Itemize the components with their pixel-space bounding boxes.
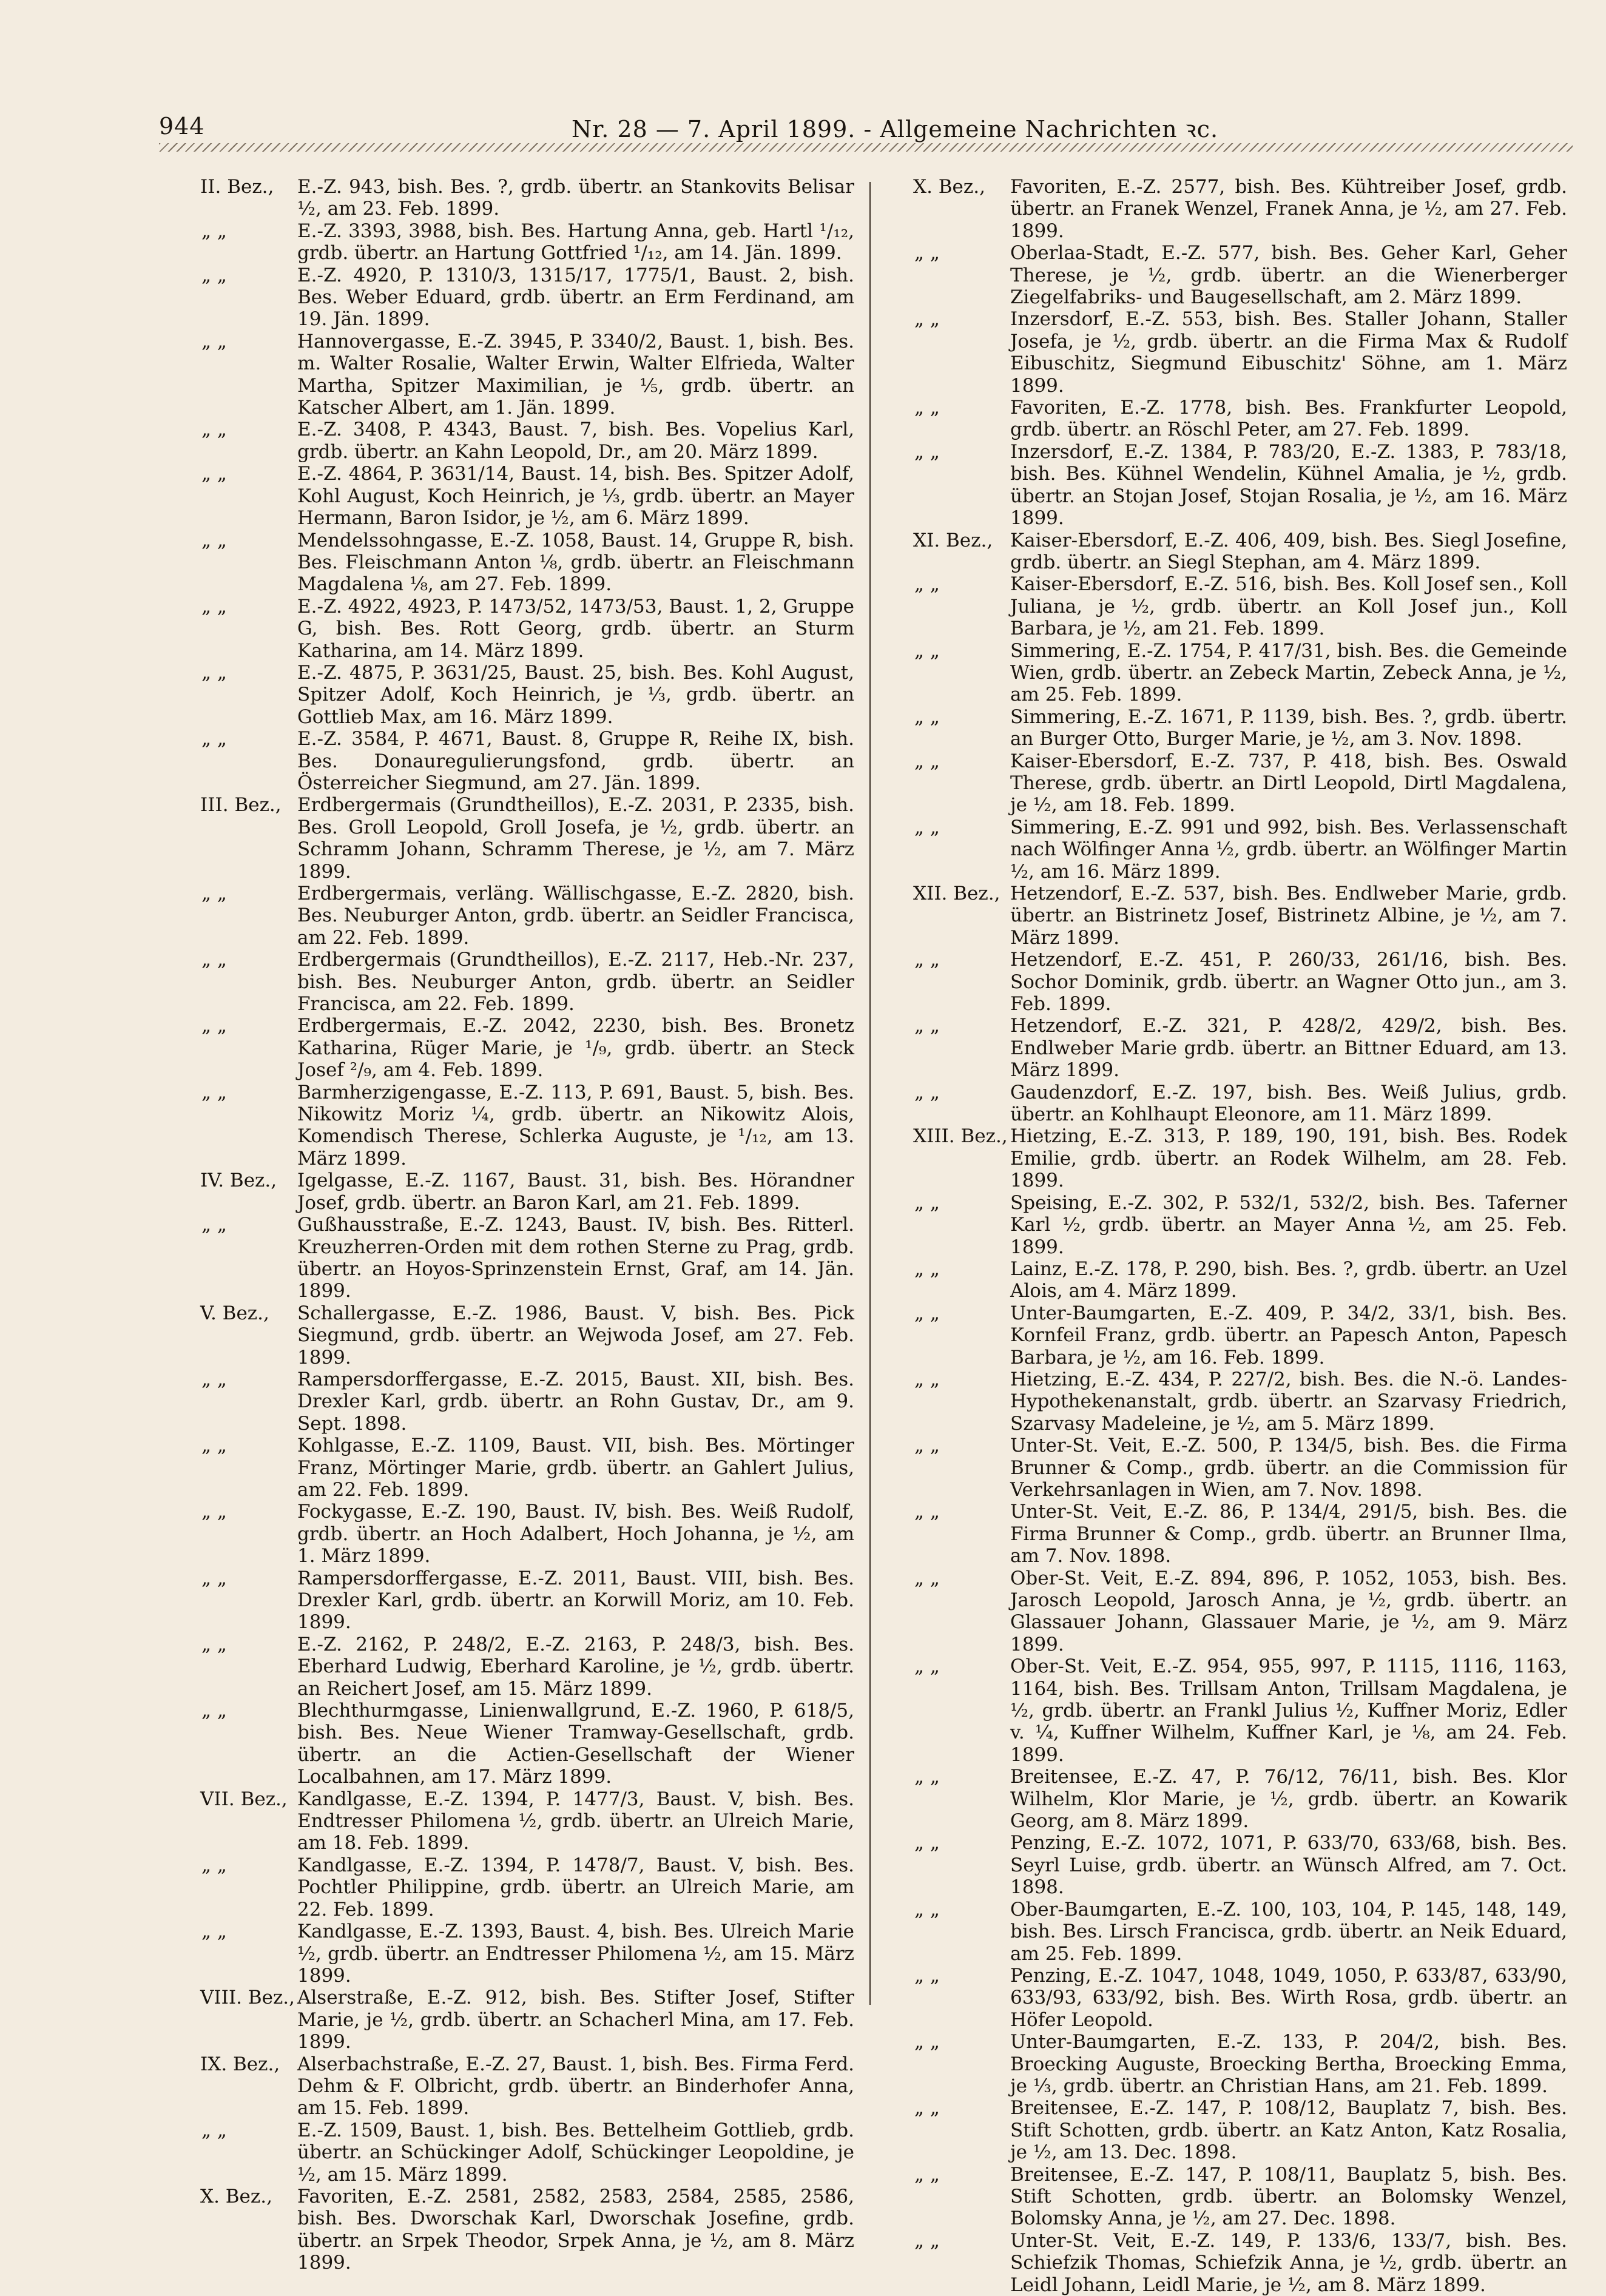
register-entry bbox=[200, 1369, 854, 1435]
district-label: „ „ bbox=[914, 705, 940, 728]
entry-text: Gußhausstraße, E.-Z. 1243, Baust. IV, bish. Bes. Ritterl. Kreuzherren-Orden mit dem rothen Sterne zu Prag, grdb. übertr. an Hoyos-Sprinzenstein Ernst, Graf, am 14. Jän. 1899. bbox=[297, 1214, 854, 1302]
entry-text: Ober-St. Veit, E.-Z. 954, 955, 997, P. 1115, 1116, 1163, 1164, bish. Bes. Trillsam Anton, Trillsam Magdalena, je ½, grdb. übertr. an Frankl Julius ½, Kuffner Moriz, Edler v. ¼, Kuffner Wilhelm, Kuffner Karl, je ⅛, am 24. Feb. 1899. bbox=[1010, 1655, 1567, 1766]
district-label: VIII. Bez., bbox=[200, 1987, 295, 2009]
register-entry bbox=[200, 1987, 854, 2053]
district-label: „ „ bbox=[914, 1898, 940, 1921]
district-label: „ „ bbox=[914, 750, 940, 772]
district-label: X. Bez., bbox=[913, 176, 985, 198]
right-column bbox=[913, 176, 1567, 2296]
entry-text: E.-Z. 3393, 3988, bish. Bes. Hartung Anna, geb. Hartl ¹/₁₂, grdb. übertr. an Hartung Gottfried ¹/₁₂, am 14. Jän. 1899. bbox=[297, 220, 854, 264]
district-label: II. Bez., bbox=[200, 176, 274, 198]
register-entry bbox=[913, 816, 1567, 883]
district-label: „ „ bbox=[201, 661, 227, 684]
register-entry bbox=[913, 1258, 1567, 1302]
district-label: „ „ bbox=[914, 1435, 940, 1457]
district-label: „ „ bbox=[201, 1368, 227, 1390]
register-entry bbox=[913, 176, 1567, 242]
district-label: „ „ bbox=[914, 1766, 940, 1788]
entry-text: Speising, E.-Z. 302, P. 532/1, 532/2, bish. Bes. Taferner Karl ½, grdb. übertr. an Mayer Anna ½, am 25. Feb. 1899. bbox=[1010, 1191, 1567, 1258]
column-divider bbox=[869, 182, 871, 2005]
district-label: „ „ bbox=[914, 949, 940, 971]
entry-text: E.-Z. 3584, P. 4671, Baust. 8, Gruppe R, Reihe IX, bish. Bes. Donauregulierungsfond, grdb. übertr. an Österreicher Siegmund, am 27. Jän. 1899. bbox=[297, 728, 854, 794]
entry-text: Unter-St. Veit, E.-Z. 149, P. 133/6, 133/7, bish. Bes. Schiefzik Thomas, Schiefzik Anna, je ½, grdb. übertr. an Leidl Johann, Leidl Marie, je ½, am 8. März 1899. bbox=[1010, 2229, 1567, 2296]
entry-text: Erdbergermais (Grundtheillos), E.-Z. 2117, Heb.-Nr. 237, bish. Bes. Neuburger Anton, grdb. übertr. an Seidler Francisca, am 22. Feb. 1899. bbox=[297, 949, 854, 1015]
district-label: „ „ bbox=[914, 1302, 940, 1324]
register-entry bbox=[200, 2053, 854, 2119]
entry-text: Breitensee, E.-Z. 147, P. 108/12, Bauplatz 7, bish. Bes. Stift Schotten, grdb. übertr. an Katz Anton, Katz Rosalia, je ½, am 13. Dec. 1898. bbox=[1010, 2097, 1567, 2164]
register-entry bbox=[200, 1170, 854, 1214]
district-label: „ „ bbox=[201, 949, 227, 971]
district-label: III. Bez., bbox=[200, 794, 282, 816]
register-entry bbox=[913, 2164, 1567, 2230]
entry-text: Erdbergermais, E.-Z. 2042, 2230, bish. Bes. Bronetz Katharina, Rüger Marie, je ¹/₉, grdb. übertr. an Steck Josef ²/₉, am 4. Feb. 1899. bbox=[297, 1015, 854, 1082]
district-label: „ „ bbox=[914, 1655, 940, 1678]
district-label: „ „ bbox=[201, 264, 227, 286]
register-entry bbox=[200, 1015, 854, 1081]
register-entry bbox=[913, 1082, 1567, 1126]
register-entry bbox=[200, 419, 854, 463]
district-label: „ „ bbox=[914, 308, 940, 331]
register-entry bbox=[200, 1435, 854, 1501]
register-entry bbox=[913, 441, 1567, 530]
district-label: „ „ bbox=[201, 220, 227, 242]
district-label: „ „ bbox=[201, 1700, 227, 1722]
register-entry bbox=[200, 176, 854, 220]
register-entry bbox=[913, 2230, 1567, 2296]
register-entry bbox=[200, 728, 854, 794]
entry-text: Kandlgasse, E.-Z. 1393, Baust. 4, bish. Bes. Ulreich Marie ½, grdb. übertr. an Endtresser Philomena ½, am 15. März 1899. bbox=[297, 1921, 854, 1987]
entry-text: Blechthurmgasse, Linienwallgrund, E.-Z. 1960, P. 618/5, bish. Bes. Neue Wiener Tramway-Gesellschaft, grdb. übertr. an die Actien-Gesellschaft der Wiener Localbahnen, am 17. März 1899. bbox=[297, 1700, 854, 1788]
district-label: „ „ bbox=[201, 463, 227, 485]
district-label: „ „ bbox=[201, 1081, 227, 1103]
register-entry bbox=[913, 242, 1567, 308]
district-label: „ „ bbox=[201, 529, 227, 551]
district-label: „ „ bbox=[201, 1501, 227, 1523]
register-entry bbox=[200, 883, 854, 949]
entry-text: Mendelssohngasse, E.-Z. 1058, Baust. 14, Gruppe R, bish. Bes. Fleischmann Anton ⅛, grdb. übertr. an Fleischmann Magdalena ⅛, am 27. Feb. 1899. bbox=[297, 529, 854, 596]
district-label: „ „ bbox=[201, 1567, 227, 1589]
entry-text: Ober-St. Veit, E.-Z. 894, 896, P. 1052, 1053, bish. Bes. Jarosch Leopold, Jarosch Anna, je ½, grdb. übertr. an Glassauer Johann, Glassauer Marie, je ½, am 9. März 1899. bbox=[1010, 1567, 1567, 1655]
district-label: „ „ bbox=[914, 2097, 940, 2119]
entry-text: Kaiser-Ebersdorf, E.-Z. 516, bish. Bes. Koll Josef sen., Koll Juliana, je ½, grdb. übertr. an Koll Josef jun., Koll Barbara, je ½, am 21. Feb. 1899. bbox=[1010, 573, 1567, 640]
register-entry bbox=[913, 2031, 1567, 2097]
register-entry bbox=[200, 662, 854, 728]
district-label: „ „ bbox=[914, 440, 940, 463]
entry-text: Kaiser-Ebersdorf, E.-Z. 406, 409, bish. Bes. Siegl Josefine, grdb. übertr. an Siegl Stephan, am 4. März 1899. bbox=[1010, 529, 1567, 573]
entry-text: E.-Z. 3408, P. 4343, Baust. 7, bish. Bes. Vopelius Karl, grdb. übertr. an Kahn Leopold, Dr., am 20. März 1899. bbox=[297, 419, 854, 463]
entry-text: Rampersdorffergasse, E.-Z. 2011, Baust. VIII, bish. Bes. Drexler Karl, grdb. übertr. an Korwill Moriz, am 10. Feb. 1899. bbox=[297, 1567, 854, 1634]
register-entry bbox=[200, 1634, 854, 1700]
entry-text: Hetzendorf, E.-Z. 321, P. 428/2, 429/2, bish. Bes. Endlweber Marie grdb. übertr. an Bittner Eduard, am 13. März 1899. bbox=[1010, 1015, 1567, 1082]
district-label: „ „ bbox=[201, 1921, 227, 1943]
register-entry bbox=[200, 1788, 854, 1854]
register-entry bbox=[913, 573, 1567, 639]
entry-text: Ober-Baumgarten, E.-Z. 100, 103, 104, P. 145, 148, 149, bish. Bes. Lirsch Francisca, grdb. übertr. an Neik Eduard, am 25. Feb. 1899. bbox=[1010, 1898, 1567, 1965]
district-label: „ „ bbox=[914, 242, 940, 264]
entry-text: Kandlgasse, E.-Z. 1394, P. 1478/7, Baust. V, bish. Bes. Pochtler Philippine, grdb. übertr. an Ulreich Marie, am 22. Feb. 1899. bbox=[297, 1854, 854, 1921]
entry-text: Favoriten, E.-Z. 2577, bish. Bes. Kühtreiber Josef, grdb. übertr. an Franek Wenzel, Franek Anna, je ½, am 27. Feb. 1899. bbox=[1010, 176, 1567, 242]
register-entry bbox=[200, 220, 854, 264]
entry-text: Hetzendorf, E.-Z. 451, P. 260/33, 261/16, bish. Bes. Sochor Dominik, grdb. übertr. an Wagner Otto jun., am 3. Feb. 1899. bbox=[1010, 949, 1567, 1015]
district-label: „ „ bbox=[201, 1435, 227, 1457]
entry-text: E.-Z. 4922, 4923, P. 1473/52, 1473/53, Baust. 1, 2, Gruppe G, bish. Bes. Rott Georg, grdb. übertr. an Sturm Katharina, am 14. März 1899. bbox=[297, 595, 854, 662]
entry-text: Favoriten, E.-Z. 1778, bish. Bes. Frankfurter Leopold, grdb. übertr. an Röschl Peter, am 27. Feb. 1899. bbox=[1010, 397, 1567, 441]
entry-text: Simmering, E.-Z. 1671, P. 1139, bish. Bes. ?, grdb. übertr. an Burger Otto, Burger Marie, je ½, am 3. Nov. 1898. bbox=[1010, 705, 1567, 750]
district-label: „ „ bbox=[914, 1964, 940, 1987]
entry-text: E.-Z. 2162, P. 248/2, E.-Z. 2163, P. 248/3, bish. Bes. Eberhard Ludwig, Eberhard Karoline, je ½, grdb. übertr. an Reichert Josef, am 15. März 1899. bbox=[297, 1633, 854, 1700]
header-divider bbox=[159, 143, 1573, 152]
district-label: „ „ bbox=[914, 1567, 940, 1589]
register-entry bbox=[913, 1302, 1567, 1369]
district-label: „ „ bbox=[201, 419, 227, 441]
entry-text: E.-Z. 4920, P. 1310/3, 1315/17, 1775/1, Baust. 2, bish. Bes. Weber Eduard, grdb. übertr. an Erm Ferdinand, am 19. Jän. 1899. bbox=[297, 264, 854, 331]
district-label: „ „ bbox=[201, 330, 227, 352]
register-entry bbox=[913, 397, 1567, 441]
entry-text: Alserbachstraße, E.-Z. 27, Baust. 1, bish. Bes. Firma Ferd. Dehm & F. Olbricht, grdb. übertr. an Binderhofer Anna, am 15. Feb. 1899. bbox=[297, 2053, 854, 2119]
entry-text: Inzersdorf, E.-Z. 553, bish. Bes. Staller Johann, Staller Josefa, je ½, grdb. übertr. an die Firma Max & Rudolf Eibuschitz, Siegmund Eibuschitz' Söhne, am 1. März 1899. bbox=[1010, 308, 1567, 397]
entry-text: Favoriten, E.-Z. 2581, 2582, 2583, 2584, 2585, 2586, bish. Bes. Dworschak Karl, Dworschak Josefine, grdb. übertr. an Srpek Theodor, Srpek Anna, je ½, am 8. März 1899. bbox=[297, 2185, 854, 2274]
district-label: „ „ bbox=[914, 1191, 940, 1214]
district-label: „ „ bbox=[914, 816, 940, 838]
register-entry bbox=[913, 1832, 1567, 1898]
entry-text: E.-Z. 943, bish. Bes. ?, grdb. übertr. an Stankovits Belisar ½, am 23. Feb. 1899. bbox=[297, 176, 854, 220]
register-entry bbox=[913, 1192, 1567, 1258]
entry-text: Penzing, E.-Z. 1047, 1048, 1049, 1050, P. 633/87, 633/90, 633/93, 633/92, bish. Bes. Wirth Rosa, grdb. übertr. an Höfer Leopold. bbox=[1010, 1964, 1567, 2031]
register-entry bbox=[200, 264, 854, 331]
entry-text: E.-Z. 4864, P. 3631/14, Baust. 14, bish. Bes. Spitzer Adolf, Kohl August, Koch Heinrich, je ⅓, grdb. übertr. an Mayer Hermann, Baron Isidor, je ½, am 6. März 1899. bbox=[297, 463, 854, 530]
register-entry bbox=[200, 2119, 854, 2186]
register-entry bbox=[913, 750, 1567, 816]
entry-text: Rampersdorffergasse, E.-Z. 2015, Baust. XII, bish. Bes. Drexler Karl, grdb. übertr. an Rohn Gustav, Dr., am 9. Sept. 1898. bbox=[297, 1368, 854, 1435]
left-column bbox=[200, 176, 854, 2274]
register-entry bbox=[200, 530, 854, 596]
register-entry bbox=[913, 1567, 1567, 1656]
register-entry bbox=[200, 794, 854, 883]
district-label: „ „ bbox=[201, 595, 227, 618]
entry-text: Penzing, E.-Z. 1072, 1071, P. 633/70, 633/68, bish. Bes. Seyrl Luise, grdb. übertr. an Wünsch Alfred, am 7. Oct. 1898. bbox=[1010, 1832, 1567, 1899]
district-label: „ „ bbox=[914, 1257, 940, 1280]
district-label: „ „ bbox=[914, 1501, 940, 1523]
register-entry bbox=[913, 1435, 1567, 1501]
entry-text: Lainz, E.-Z. 178, P. 290, bish. Bes. ?, grdb. übertr. an Uzel Alois, am 4. März 1899. bbox=[1010, 1257, 1567, 1302]
register-entry bbox=[200, 1082, 854, 1170]
entry-text: Unter-St. Veit, E.-Z. 500, P. 134/5, bish. Bes. die Firma Brunner & Comp., grdb. übertr. an die Commission für Verkehrsanlagen in Wien, am 7. Nov. 1898. bbox=[1010, 1435, 1567, 1501]
district-label: „ „ bbox=[201, 1633, 227, 1655]
district-label: „ „ bbox=[201, 2119, 227, 2141]
register-entry bbox=[913, 706, 1567, 750]
register-entry bbox=[200, 331, 854, 419]
district-label: „ „ bbox=[201, 1854, 227, 1876]
page-number: 944 bbox=[159, 113, 205, 140]
entry-text: Simmering, E.-Z. 991 und 992, bish. Bes. Verlassenschaft nach Wölfinger Anna ½, grdb. übertr. an Wölfinger Martin ½, am 16. März 1899. bbox=[1010, 816, 1567, 883]
register-entry bbox=[913, 883, 1567, 949]
district-label: V. Bez., bbox=[200, 1302, 269, 1324]
entry-text: Schallergasse, E.-Z. 1986, Baust. V, bish. Bes. Pick Siegmund, grdb. übertr. an Wejwoda Josef, am 27. Feb. 1899. bbox=[297, 1302, 854, 1369]
district-label: XI. Bez., bbox=[913, 529, 993, 551]
entry-text: Kandlgasse, E.-Z. 1394, P. 1477/3, Baust. V, bish. Bes. Endtresser Philomena ½, grdb. übertr. an Ulreich Marie, am 18. Feb. 1899. bbox=[297, 1788, 854, 1854]
entry-text: Breitensee, E.-Z. 47, P. 76/12, 76/11, bish. Bes. Klor Wilhelm, Klor Marie, je ½, grdb. übertr. an Kowarik Georg, am 8. März 1899. bbox=[1010, 1766, 1567, 1833]
register-entry bbox=[200, 949, 854, 1015]
district-label: „ „ bbox=[914, 1832, 940, 1854]
register-entry bbox=[913, 530, 1567, 574]
entry-text: E.-Z. 4875, P. 3631/25, Baust. 25, bish. Bes. Kohl August, Spitzer Adolf, Koch Heinrich, je ⅓, grdb. übertr. an Gottlieb Max, am 16. März 1899. bbox=[297, 661, 854, 728]
register-entry bbox=[913, 1369, 1567, 1435]
entry-text: Gaudenzdorf, E.-Z. 197, bish. Bes. Weiß Julius, grdb. übertr. an Kohlhaupt Eleonore, am 11. März 1899. bbox=[1010, 1081, 1567, 1126]
district-label: „ „ bbox=[914, 1081, 940, 1103]
district-label: X. Bez., bbox=[200, 2185, 272, 2207]
entry-text: Breitensee, E.-Z. 147, P. 108/11, Bauplatz 5, bish. Bes. Stift Schotten, grdb. übertr. an Bolomsky Wenzel, Bolomsky Anna, je ½, am 27. Dec. 1898. bbox=[1010, 2163, 1567, 2230]
entry-text: Erdbergermais, verläng. Wällischgasse, E.-Z. 2820, bish. Bes. Neuburger Anton, grdb. übertr. an Seidler Francisca, am 22. Feb. 1899. bbox=[297, 883, 854, 949]
district-label: „ „ bbox=[914, 1368, 940, 1390]
register-entry bbox=[200, 1567, 854, 1634]
entry-text: Kaiser-Ebersdorf, E.-Z. 737, P. 418, bish. Bes. Oswald Therese, grdb. übertr. an Dirtl Leopold, Dirtl Magdalena, je ½, am 18. Feb. 1899. bbox=[1010, 750, 1567, 816]
register-entry bbox=[200, 1501, 854, 1567]
district-label: VII. Bez., bbox=[200, 1788, 288, 1810]
district-label: „ „ bbox=[201, 1015, 227, 1037]
entry-text: Fockygasse, E.-Z. 190, Baust. IV, bish. Bes. Weiß Rudolf, grdb. übertr. an Hoch Adalbert, Hoch Johanna, je ½, am 1. März 1899. bbox=[297, 1501, 854, 1567]
district-label: „ „ bbox=[201, 883, 227, 904]
district-label: XII. Bez., bbox=[913, 883, 1000, 904]
district-label: „ „ bbox=[914, 2031, 940, 2053]
entry-text: Unter-Baumgarten, E.-Z. 409, P. 34/2, 33/1, bish. Bes. Kornfeil Franz, grdb. übertr. an Papesch Anton, Papesch Barbara, je ½, am 16. Feb. 1899. bbox=[1010, 1302, 1567, 1369]
entry-text: Erdbergermais (Grundtheillos), E.-Z. 2031, P. 2335, bish. Bes. Groll Leopold, Groll Josefa, je ½, grdb. übertr. an Schramm Johann, Schramm Therese, je ½, am 7. März 1899. bbox=[297, 794, 854, 883]
register-entry bbox=[913, 640, 1567, 706]
register-entry bbox=[200, 463, 854, 529]
district-label: „ „ bbox=[914, 1015, 940, 1037]
register-entry bbox=[913, 1015, 1567, 1081]
entry-text: Igelgasse, E.-Z. 1167, Baust. 31, bish. Bes. Hörandner Josef, grdb. übertr. an Baron Karl, am 21. Feb. 1899. bbox=[297, 1170, 854, 1214]
district-label: IX. Bez., bbox=[200, 2053, 280, 2075]
entry-text: Barmherzigengasse, E.-Z. 113, P. 691, Baust. 5, bish. Bes. Nikowitz Moriz ¼, grdb. übertr. an Nikowitz Alois, Komendisch Therese, Schlerka Auguste, je ¹/₁₂, am 13. März 1899. bbox=[297, 1081, 854, 1170]
entry-text: Alserstraße, E.-Z. 912, bish. Bes. Stifter Josef, Stifter Marie, je ½, grdb. übertr. an Schacherl Mina, am 17. Feb. 1899. bbox=[297, 1987, 854, 2053]
register-entry bbox=[200, 1700, 854, 1788]
entry-text: Hietzing, E.-Z. 434, P. 227/2, bish. Bes. die N.-ö. Landes-Hypothekenanstalt, grdb. übertr. an Szarvasy Friedrich, Szarvasy Madeleine, je ½, am 5. März 1899. bbox=[1010, 1368, 1567, 1435]
district-label: „ „ bbox=[914, 2229, 940, 2252]
district-label: „ „ bbox=[914, 397, 940, 419]
district-label: „ „ bbox=[914, 2163, 940, 2186]
district-label: „ „ bbox=[914, 639, 940, 662]
register-entry bbox=[913, 308, 1567, 397]
entry-text: Unter-Baumgarten, E.-Z. 133, P. 204/2, bish. Bes. Broecking Auguste, Broecking Bertha, Broecking Emma, je ⅓, grdb. übertr. an Christian Hans, am 21. Feb. 1899. bbox=[1010, 2031, 1567, 2097]
register-entry bbox=[913, 949, 1567, 1015]
register-entry bbox=[913, 1899, 1567, 1965]
district-label: XIII. Bez., bbox=[913, 1125, 1008, 1148]
register-entry bbox=[913, 1965, 1567, 2031]
entry-text: E.-Z. 1509, Baust. 1, bish. Bes. Bettelheim Gottlieb, grdb. übertr. an Schückinger Adolf, Schückinger Leopoldine, je ½, am 15. März 1899. bbox=[297, 2119, 854, 2186]
entry-text: Hetzendorf, E.-Z. 537, bish. Bes. Endlweber Marie, grdb. übertr. an Bistrinetz Josef, Bistrinetz Albine, je ½, am 7. März 1899. bbox=[1010, 883, 1567, 949]
entry-text: Oberlaa-Stadt, E.-Z. 577, bish. Bes. Geher Karl, Geher Therese, je ½, grdb. übertr. an die Wienerberger Ziegelfabriks- und Baugesellschaft, am 2. März 1899. bbox=[1010, 242, 1567, 309]
register-entry bbox=[200, 1214, 854, 1302]
register-entry bbox=[200, 596, 854, 662]
register-entry bbox=[913, 1655, 1567, 1766]
register-entry bbox=[200, 1854, 854, 1921]
register-entry bbox=[200, 1921, 854, 1987]
register-entry bbox=[913, 2097, 1567, 2163]
entry-text: Inzersdorf, E.-Z. 1384, P. 783/20, E.-Z. 1383, P. 783/18, bish. Bes. Kühnel Wendelin, Kühnel Amalia, je ½, grdb. übertr. an Stojan Josef, Stojan Rosalia, je ½, am 16. März 1899. bbox=[1010, 440, 1567, 530]
entry-text: Simmering, E.-Z. 1754, P. 417/31, bish. Bes. die Gemeinde Wien, grdb. übertr. an Zebeck Martin, Zebeck Anna, je ½, am 25. Feb. 1899. bbox=[1010, 639, 1567, 706]
register-entry bbox=[913, 1501, 1567, 1567]
district-label: „ „ bbox=[914, 573, 940, 596]
register-entry bbox=[913, 1766, 1567, 1832]
district-label: „ „ bbox=[201, 728, 227, 750]
register-entry bbox=[200, 2186, 854, 2274]
entry-text: Hietzing, E.-Z. 313, P. 189, 190, 191, bish. Bes. Rodek Emilie, grdb. übertr. an Rodek Wilhelm, am 28. Feb. 1899. bbox=[1010, 1125, 1567, 1192]
entry-text: Unter-St. Veit, E.-Z. 86, P. 134/4, 291/5, bish. Bes. die Firma Brunner & Comp., grdb. übertr. an Brunner Ilma, am 7. Nov. 1898. bbox=[1010, 1501, 1567, 1567]
entry-text: Kohlgasse, E.-Z. 1109, Baust. VII, bish. Bes. Mörtinger Franz, Mörtinger Marie, grdb. übertr. an Gahlert Julius, am 22. Feb. 1899. bbox=[297, 1435, 854, 1501]
register-entry bbox=[913, 1125, 1567, 1191]
district-label: „ „ bbox=[201, 1214, 227, 1236]
register-entry bbox=[200, 1302, 854, 1369]
district-label: IV. Bez., bbox=[200, 1170, 277, 1192]
issue-title: Nr. 28 — 7. April 1899. - Allgemeine Nachrichten ꝛc. bbox=[572, 116, 1219, 143]
entry-text: Hannovergasse, E.-Z. 3945, P. 3340/2, Baust. 1, bish. Bes. m. Walter Rosalie, Walter Erwin, Walter Elfrieda, Walter Martha, Spitzer Maximilian, je ⅕, grdb. übertr. an Katscher Albert, am 1. Jän. 1899. bbox=[297, 330, 854, 419]
